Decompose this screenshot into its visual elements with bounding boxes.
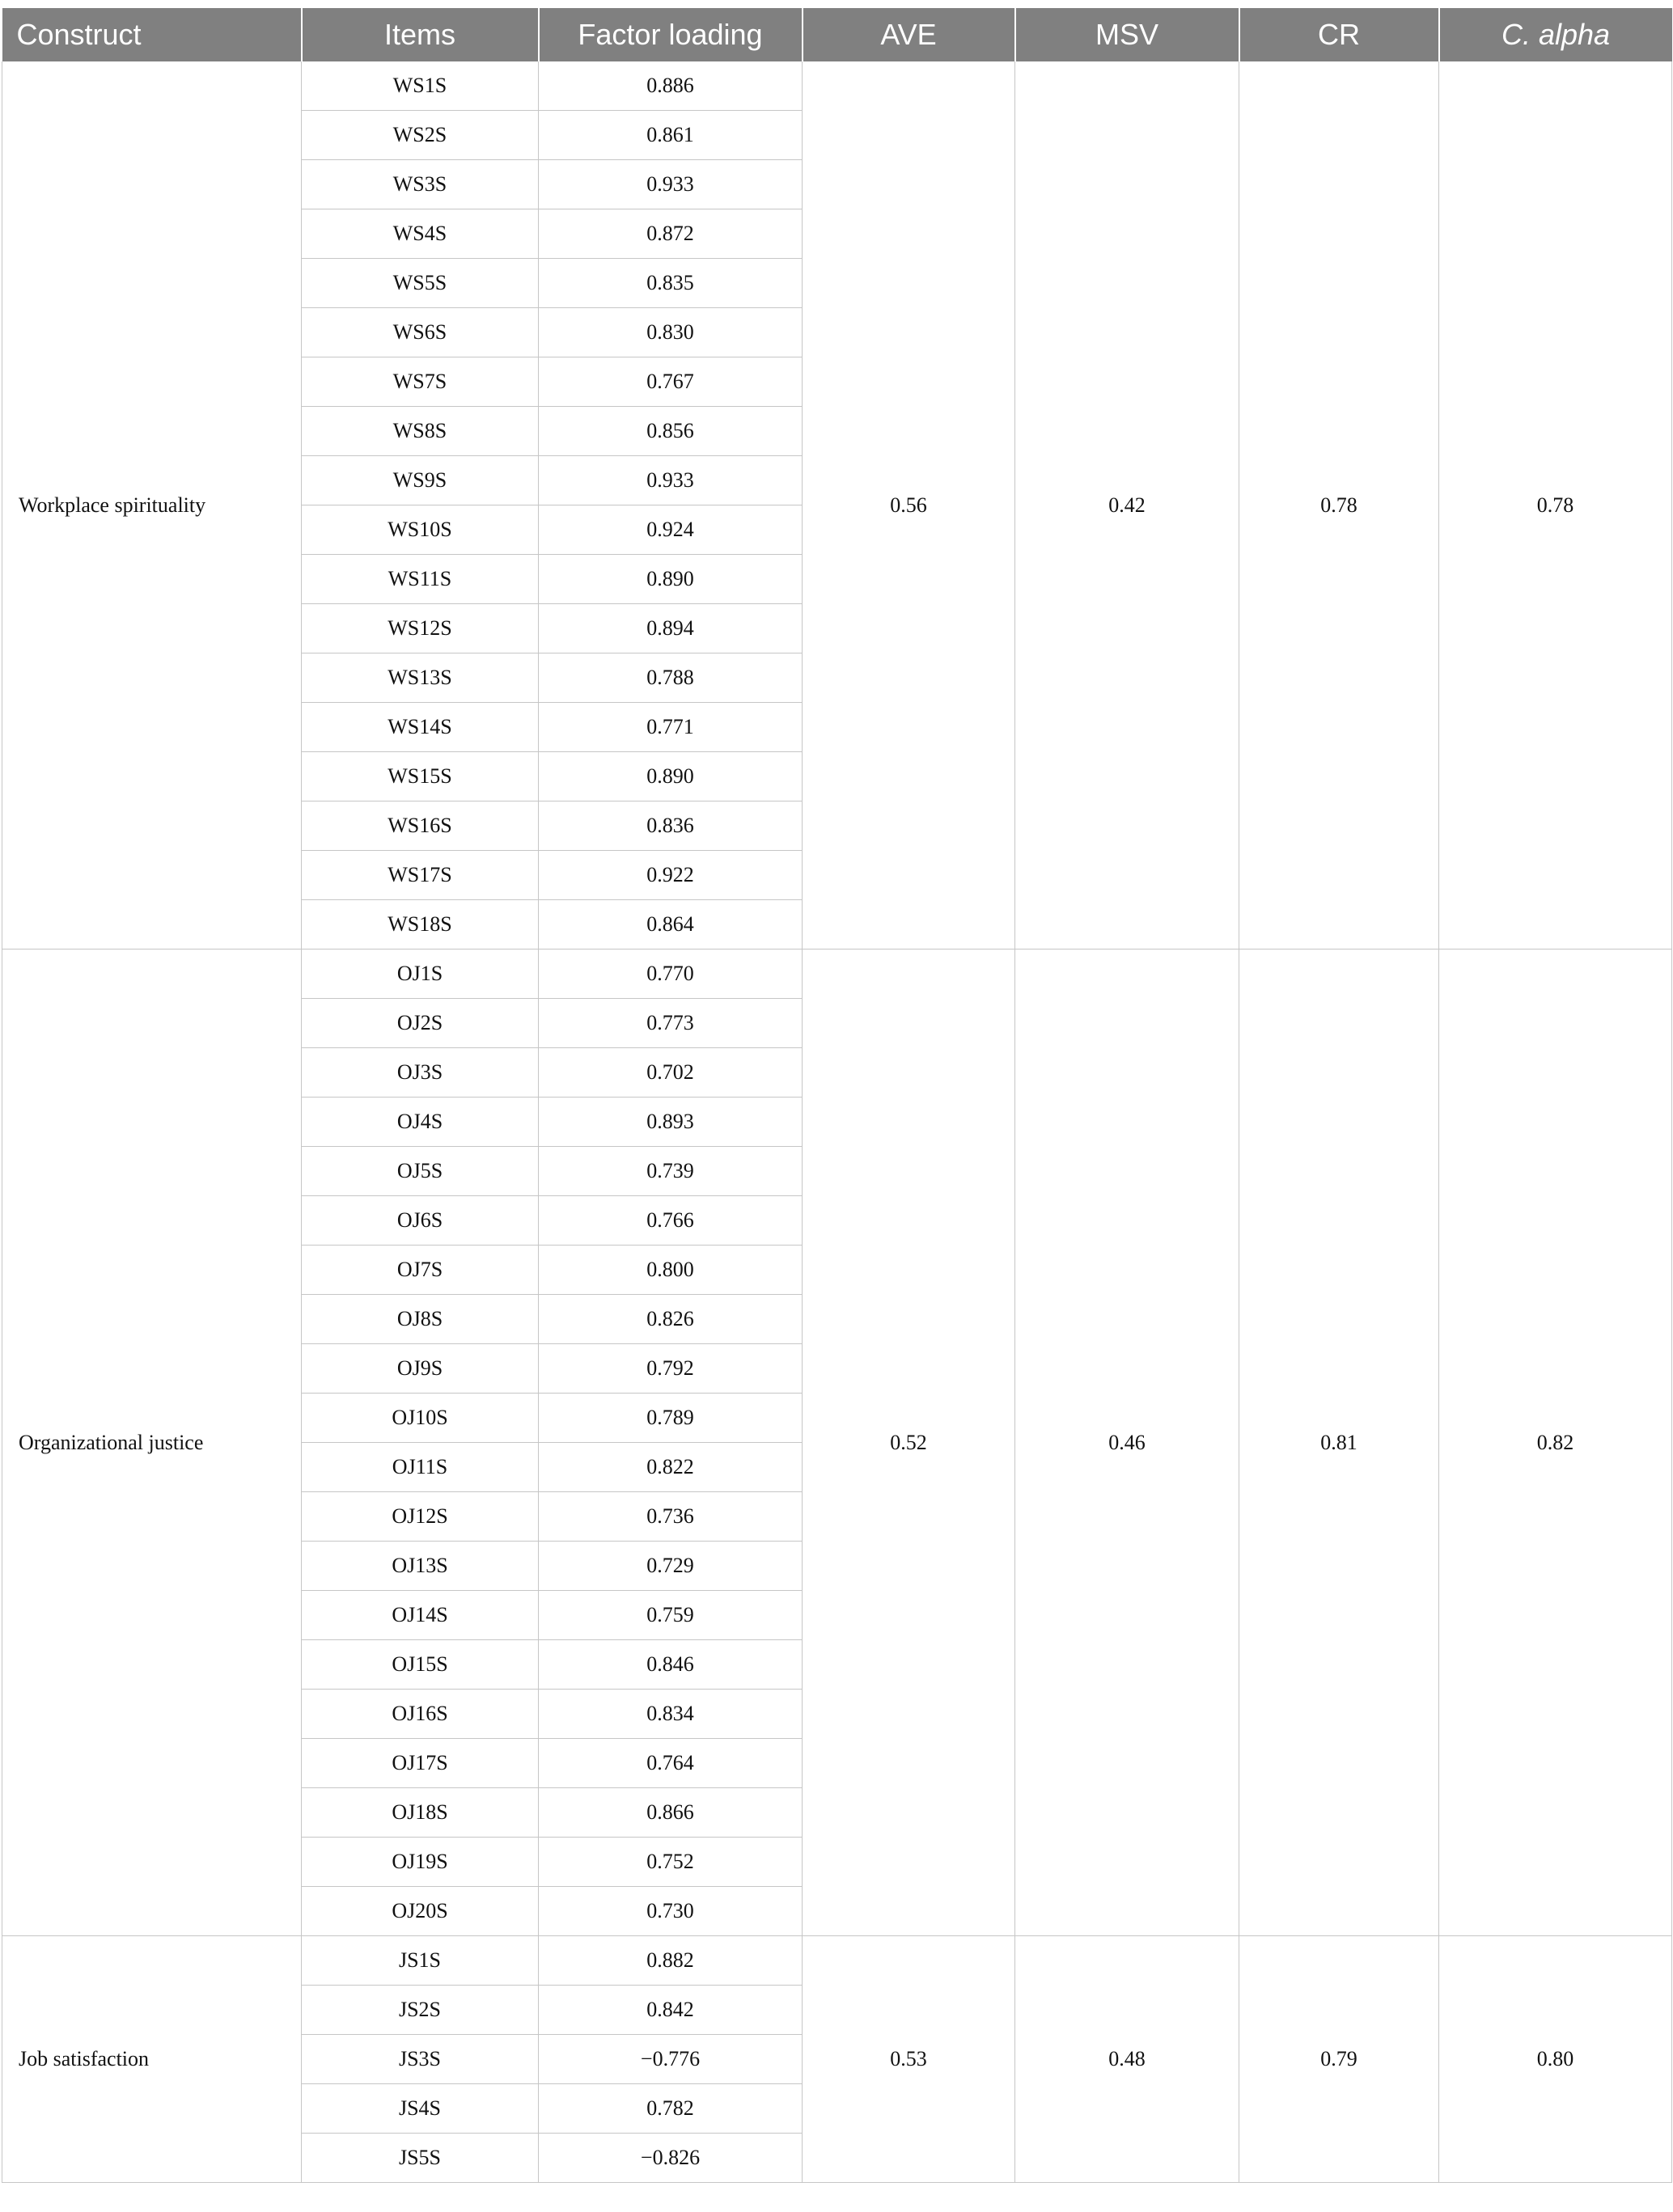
item-cell: OJ1S [302, 950, 539, 999]
item-cell: OJ3S [302, 1048, 539, 1098]
item-cell: OJ20S [302, 1887, 539, 1936]
factor-loading-cell: 0.739 [539, 1147, 803, 1196]
factor-loading-cell: 0.890 [539, 555, 803, 604]
factor-loading-cell: 0.782 [539, 2084, 803, 2134]
factor-loading-cell: 0.872 [539, 209, 803, 259]
item-cell: OJ13S [302, 1542, 539, 1591]
factor-loading-cell: 0.759 [539, 1591, 803, 1640]
item-cell: OJ17S [302, 1739, 539, 1788]
item-cell: WS15S [302, 752, 539, 801]
factor-loading-cell: 0.864 [539, 900, 803, 950]
table-row [2, 61, 1672, 111]
factor-loading-cell: 0.764 [539, 1739, 803, 1788]
item-cell: WS5S [302, 259, 539, 308]
item-cell: OJ16S [302, 1690, 539, 1739]
item-cell: OJ10S [302, 1394, 539, 1443]
item-cell: OJ5S [302, 1147, 539, 1196]
item-cell: WS14S [302, 703, 539, 752]
factor-loading-cell: −0.826 [539, 2134, 803, 2183]
construct-cell: Workplace spirituality [2, 61, 302, 950]
factor-loading-cell: 0.766 [539, 1196, 803, 1246]
factor-loading-cell: 0.861 [539, 111, 803, 160]
factor-loading-cell: 0.822 [539, 1443, 803, 1492]
construct-cell: Organizational justice [2, 950, 302, 1936]
item-cell: WS16S [302, 801, 539, 851]
header-row [2, 8, 1672, 61]
item-cell: JS3S [302, 2035, 539, 2084]
item-cell: WS10S [302, 505, 539, 555]
factor-loading-cell: 0.890 [539, 752, 803, 801]
factor-loading-cell: 0.842 [539, 1986, 803, 2035]
msv-cell: 0.48 [1015, 1936, 1239, 2183]
item-cell: OJ15S [302, 1640, 539, 1690]
factor-loading-cell: −0.776 [539, 2035, 803, 2084]
ave-cell: 0.53 [803, 1936, 1015, 2183]
results-table [2, 8, 1672, 2183]
factor-loading-cell: 0.792 [539, 1344, 803, 1394]
factor-loading-cell: 0.800 [539, 1246, 803, 1295]
item-cell: OJ7S [302, 1246, 539, 1295]
c-alpha-cell: 0.82 [1439, 950, 1672, 1936]
cr-cell: 0.78 [1239, 61, 1439, 950]
item-cell: WS7S [302, 357, 539, 407]
item-cell: OJ4S [302, 1098, 539, 1147]
factor-loading-cell: 0.882 [539, 1936, 803, 1986]
item-cell: WS3S [302, 160, 539, 209]
factor-loading-cell: 0.866 [539, 1788, 803, 1838]
header-items: Items [302, 8, 539, 61]
item-cell: OJ11S [302, 1443, 539, 1492]
c-alpha-cell: 0.78 [1439, 61, 1672, 950]
ave-cell: 0.56 [803, 61, 1015, 950]
factor-loading-cell: 0.736 [539, 1492, 803, 1542]
factor-loading-cell: 0.788 [539, 653, 803, 703]
item-cell: WS2S [302, 111, 539, 160]
item-cell: WS12S [302, 604, 539, 653]
header-ave: AVE [803, 8, 1015, 61]
item-cell: WS9S [302, 456, 539, 505]
item-cell: WS11S [302, 555, 539, 604]
factor-loading-cell: 0.856 [539, 407, 803, 456]
item-cell: WS13S [302, 653, 539, 703]
header-c-alpha: C. alpha [1439, 8, 1672, 61]
factor-loading-cell: 0.767 [539, 357, 803, 407]
item-cell: WS18S [302, 900, 539, 950]
factor-loading-cell: 0.893 [539, 1098, 803, 1147]
item-cell: WS6S [302, 308, 539, 357]
factor-loading-cell: 0.826 [539, 1295, 803, 1344]
cr-cell: 0.81 [1239, 950, 1439, 1936]
factor-loading-cell: 0.924 [539, 505, 803, 555]
item-cell: OJ8S [302, 1295, 539, 1344]
factor-loading-cell: 0.846 [539, 1640, 803, 1690]
factor-loading-cell: 0.771 [539, 703, 803, 752]
factor-loading-cell: 0.752 [539, 1838, 803, 1887]
item-cell: OJ14S [302, 1591, 539, 1640]
factor-loading-cell: 0.729 [539, 1542, 803, 1591]
item-cell: OJ6S [302, 1196, 539, 1246]
table-row [2, 1936, 1672, 1986]
msv-cell: 0.46 [1015, 950, 1239, 1936]
factor-loading-cell: 0.933 [539, 456, 803, 505]
item-cell: JS2S [302, 1986, 539, 2035]
table-body [2, 61, 1672, 2183]
factor-loading-cell: 0.770 [539, 950, 803, 999]
c-alpha-cell: 0.80 [1439, 1936, 1672, 2183]
construct-cell: Job satisfaction [2, 1936, 302, 2183]
factor-loading-cell: 0.830 [539, 308, 803, 357]
item-cell: WS4S [302, 209, 539, 259]
cr-cell: 0.79 [1239, 1936, 1439, 2183]
item-cell: JS5S [302, 2134, 539, 2183]
msv-cell: 0.42 [1015, 61, 1239, 950]
item-cell: OJ9S [302, 1344, 539, 1394]
header-construct: Construct [2, 8, 302, 61]
ave-cell: 0.52 [803, 950, 1015, 1936]
header-cr: CR [1239, 8, 1439, 61]
item-cell: OJ18S [302, 1788, 539, 1838]
factor-loading-cell: 0.773 [539, 999, 803, 1048]
table-header [2, 8, 1672, 61]
factor-loading-cell: 0.730 [539, 1887, 803, 1936]
factor-loading-cell: 0.836 [539, 801, 803, 851]
item-cell: WS8S [302, 407, 539, 456]
item-cell: OJ2S [302, 999, 539, 1048]
item-cell: OJ12S [302, 1492, 539, 1542]
factor-loading-cell: 0.922 [539, 851, 803, 900]
header-msv: MSV [1015, 8, 1239, 61]
item-cell: OJ19S [302, 1838, 539, 1887]
factor-loading-cell: 0.702 [539, 1048, 803, 1098]
factor-loading-cell: 0.886 [539, 61, 803, 111]
factor-loading-cell: 0.834 [539, 1690, 803, 1739]
factor-loading-cell: 0.835 [539, 259, 803, 308]
table-row [2, 950, 1672, 999]
item-cell: WS1S [302, 61, 539, 111]
item-cell: JS4S [302, 2084, 539, 2134]
factor-loading-cell: 0.894 [539, 604, 803, 653]
header-factor-loading: Factor loading [539, 8, 803, 61]
factor-loading-cell: 0.933 [539, 160, 803, 209]
item-cell: WS17S [302, 851, 539, 900]
factor-loading-cell: 0.789 [539, 1394, 803, 1443]
item-cell: JS1S [302, 1936, 539, 1986]
